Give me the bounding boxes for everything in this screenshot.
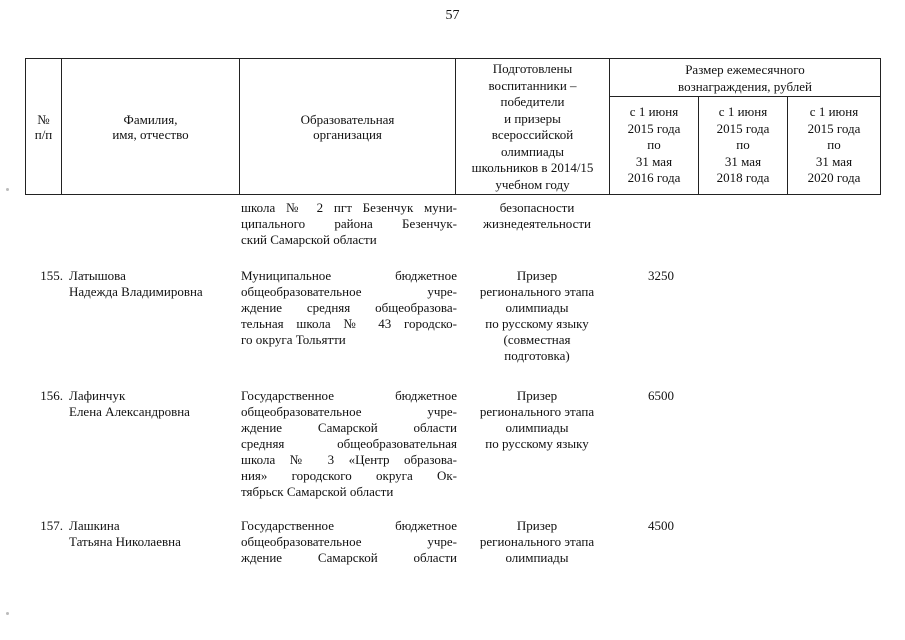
header-achievement: Подготовлены воспитанники – победители и призеры всероссийской олимпиады школьников в 2014/15 учебном году: [456, 59, 610, 195]
row-name: Латышова Надежда Владимировна: [69, 268, 203, 299]
header-period-2016: с 1 июня 2015 года по 31 мая 2016 года: [610, 97, 699, 195]
row-amount: 4500: [648, 518, 674, 533]
page-number: 57: [445, 8, 460, 23]
row-org: школа № 2 пгт Безенчук муни- ципального района Безенчук- ский Самарской области: [241, 200, 457, 247]
scan-speck: [6, 612, 9, 615]
scan-speck: [6, 188, 9, 191]
header-org: Образовательная организация: [240, 59, 456, 195]
row-org: Государственное бюджетное общеобразовательное учре- ждение Самарской области средняя общеобразовательная школа № 3 «Центр образова- ния» городского округа Ок- тябрьск Самарской области: [241, 388, 457, 499]
row-name: Лашкина Татьяна Николаевна: [69, 518, 181, 549]
row-number: 157.: [40, 518, 63, 533]
header-name: Фамилия, имя, отчество: [62, 59, 240, 195]
row-achievement: Призер регионального этапа олимпиады по русскому языку (совместная подготовка): [479, 268, 595, 363]
header-period-2018: с 1 июня 2015 года по 31 мая 2018 года: [699, 97, 788, 195]
row-amount: 3250: [648, 268, 674, 283]
row-achievement: безопасности жизнедеятельности: [482, 200, 592, 231]
row-achievement: Призер регионального этапа олимпиады: [479, 518, 595, 565]
row-number: 155.: [40, 268, 63, 283]
row-org: Государственное бюджетное общеобразовательное учре- ждение Самарской области: [241, 518, 457, 565]
header-num: № п/п: [26, 59, 62, 195]
row-name: Лафинчук Елена Александровна: [69, 388, 190, 419]
header-period-2020: с 1 июня 2015 года по 31 мая 2020 года: [788, 97, 881, 195]
header-reward: Размер ежемесячного вознаграждения, рублей: [610, 59, 881, 97]
row-amount: 6500: [648, 388, 674, 403]
table-header: [25, 58, 881, 195]
row-org: Муниципальное бюджетное общеобразовательное учре- ждение средняя общеобразова- тельная школа № 43 городско- го округа Тольятти: [241, 268, 457, 347]
row-number: 156.: [40, 388, 63, 403]
row-achievement: Призер регионального этапа олимпиады по русскому языку: [479, 388, 595, 451]
